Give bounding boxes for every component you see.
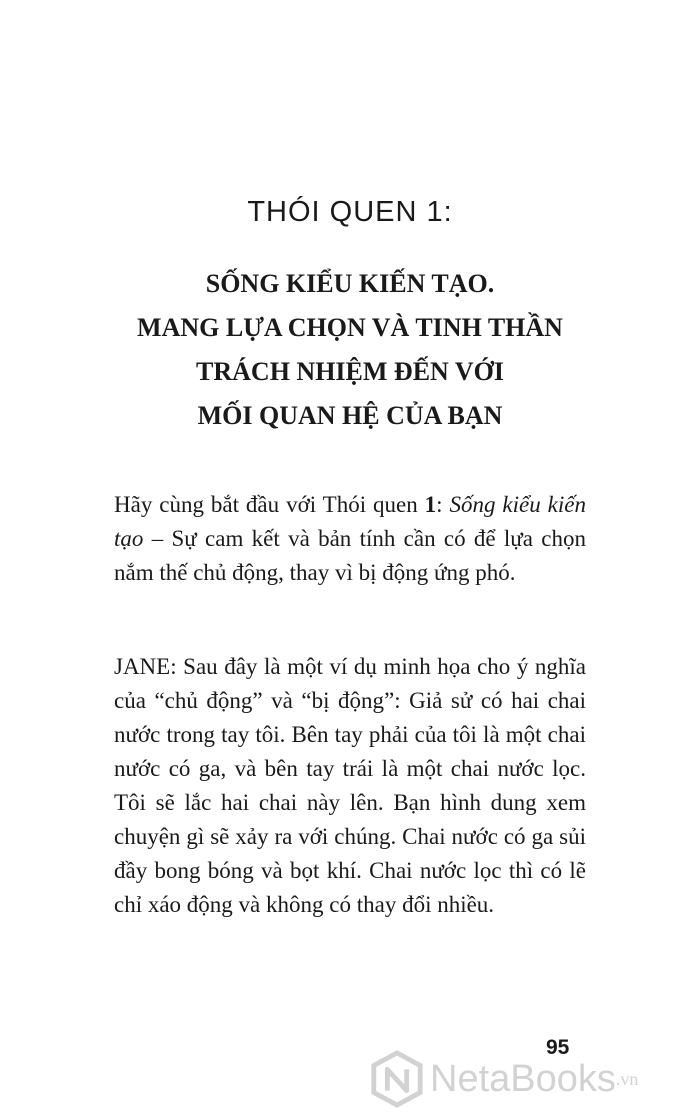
watermark-suffix: .vn: [615, 1068, 639, 1089]
paragraph-example: JANE: Sau đây là một ví dụ minh họa cho ý nghĩa của “chủ động” và “bị động”: Giả sử có hai chai nước trong tay tôi. Bên tay phải của tôi là một chai nước có ga, và bên tay trái là một chai nước lọc. Tôi sẽ lắc hai chai này lên. Bạn hình dung xem chuyện gì sẽ xảy ra với chúng. Chai nước có ga sủi đầy bong bóng và bọt khí. Chai nước lọc thì có lẽ chỉ xáo động và không có thay đổi nhiều.: [114, 654, 586, 917]
netabooks-logo-icon: [368, 1050, 426, 1108]
habit-number: 1: [424, 492, 437, 517]
page-number: 95: [546, 1036, 570, 1059]
chapter-label: THÓI QUEN 1:: [247, 196, 453, 228]
watermark-text: NetaBooks: [430, 1057, 616, 1100]
chapter-title-line: MỐI QUAN HỆ CỦA BẠN: [197, 401, 503, 430]
chapter-title: [0, 262, 700, 438]
paragraph-intro: [114, 488, 586, 590]
habit-name: Sống kiểu kiến tạo: [114, 492, 586, 551]
chapter-title-line: MANG LỰA CHỌN VÀ TINH THẦN: [137, 313, 563, 342]
chapter-title-line: SỐNG KIỂU KIẾN TẠO.: [205, 269, 495, 298]
paragraph-text: – Sự cam kết và bản tính cần có để lựa chọn nắm thế chủ động, thay vì bị động ứng phó.: [114, 526, 586, 585]
paragraph-text: Hãy cùng bắt đầu với Thói quen: [114, 492, 425, 517]
paragraph-text: :: [436, 492, 450, 517]
watermark: [368, 1044, 698, 1114]
chapter-title-line: TRÁCH NHIỆM ĐẾN VỚI: [196, 357, 504, 386]
